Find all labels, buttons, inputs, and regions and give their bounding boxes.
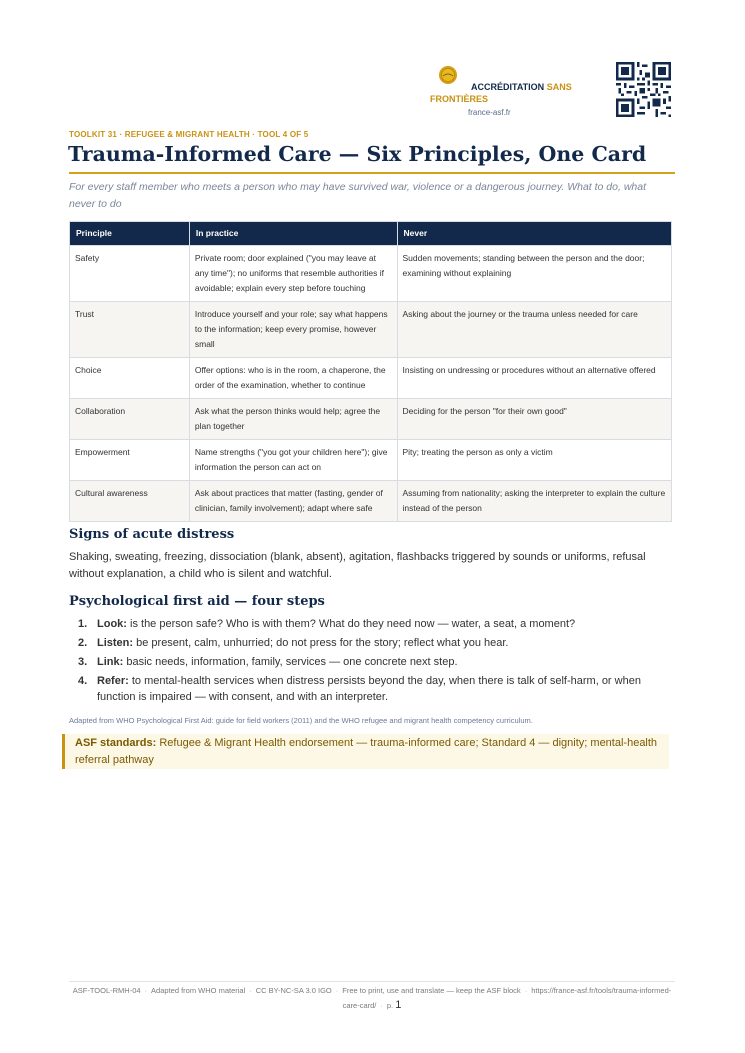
- asf-standards-text: Refugee & Migrant Health endorsement — trauma-informed care; Standard 4 — dignity; mental-health referral pathway: [75, 737, 658, 766]
- table-row: [70, 302, 672, 358]
- in-practice-cell: Introduce yourself and your role; say what happens to the information; keep every promise, however small: [189, 302, 397, 358]
- page-footer: ASF-TOOL-RMH-04 · Adapted from WHO material · CC BY-NC-SA 3.0 IGO · Free to print, use and translate — keep the ASF block · https://france-asf.fr/tools/trauma-informed-care-card/ · p. 1: [72, 986, 672, 1011]
- first-aid-heading: Psychological first aid — four steps: [69, 594, 325, 609]
- in-practice-cell: Name strengths ("you got your children here"); give information the person can act on: [189, 440, 397, 481]
- principle-cell: Empowerment: [70, 440, 190, 481]
- step-lead: Listen:: [97, 637, 134, 649]
- asf-standards-callout: [62, 734, 669, 769]
- principle-cell: Collaboration: [70, 399, 190, 440]
- step-number: 2.: [78, 637, 88, 649]
- source-note: Adapted from WHO Psychological First Aid: guide for field workers (2011) and the WHO refugee and migrant health competency curriculum.: [69, 716, 533, 725]
- list-item: [69, 616, 669, 632]
- footer-adapted: Adapted from WHO material: [151, 986, 246, 995]
- step-number: 1.: [78, 618, 88, 630]
- column-header-in-practice: In practice: [189, 222, 397, 246]
- principle-cell: Choice: [70, 358, 190, 399]
- table-row: [70, 246, 672, 302]
- footer-page-prefix: p.: [386, 1001, 394, 1010]
- list-item: [69, 673, 669, 705]
- page-title: Trauma-Informed Care — Six Principles, One Card: [68, 142, 647, 166]
- title-divider: [69, 172, 675, 174]
- principles-table: [69, 221, 672, 522]
- step-lead: Link:: [97, 656, 124, 668]
- principle-cell: Trust: [70, 302, 190, 358]
- never-cell: Deciding for the person "for their own good": [397, 399, 672, 440]
- step-text: basic needs, information, family, services — one concrete next step.: [123, 656, 458, 668]
- brand-name-part2: SANS FRONTIÈRES: [430, 82, 572, 104]
- footer-divider: [69, 981, 675, 982]
- page-number: 1: [395, 999, 402, 1011]
- table-row: [70, 440, 672, 481]
- in-practice-cell: Private room; door explained ("you may leave at any time"); no uniforms that resemble authorities if avoidable; explain every step before touching: [189, 246, 397, 302]
- never-cell: Asking about the journey or the trauma unless needed for care: [397, 302, 672, 358]
- in-practice-cell: Ask about practices that matter (fasting, gender of clinician, family involvement); adapt where safe: [189, 481, 397, 522]
- list-item: [69, 654, 669, 670]
- table-row: [70, 358, 672, 399]
- in-practice-cell: Ask what the person thinks would help; agree the plan together: [189, 399, 397, 440]
- never-cell: Sudden movements; standing between the person and the door; examining without explaining: [397, 246, 672, 302]
- principle-cell: Safety: [70, 246, 190, 302]
- step-lead: Refer:: [97, 675, 129, 687]
- step-lead: Look:: [97, 618, 127, 630]
- table-row: [70, 481, 672, 522]
- asf-standards-lead: ASF standards:: [75, 737, 157, 749]
- qr-code-icon: [616, 62, 671, 117]
- footer-license: CC BY-NC-SA 3.0 IGO: [255, 986, 332, 995]
- never-cell: Pity; treating the person as only a victim: [397, 440, 672, 481]
- table-header-row: [70, 222, 672, 246]
- column-header-principle: Principle: [70, 222, 190, 246]
- step-text: is the person safe? Who is with them? What do they need now — water, a seat, a moment?: [126, 618, 576, 630]
- never-cell: Assuming from nationality; asking the interpreter to explain the culture instead of the person: [397, 481, 672, 522]
- first-aid-steps: [69, 616, 669, 708]
- step-number: 3.: [78, 656, 88, 668]
- step-text: be present, calm, unhurried; do not press for the story; reflect what you hear.: [133, 637, 509, 649]
- never-cell: Insisting on undressing or procedures without an alternative offered: [397, 358, 672, 399]
- column-header-never: Never: [397, 222, 672, 246]
- step-text: to mental-health services when distress persists beyond the day, when there is talk of self-harm, or when function is impaired — with consent, and with an interpreter.: [97, 675, 641, 703]
- footer-terms: Free to print, use and translate — keep the ASF block: [342, 986, 521, 995]
- brand-name: [430, 81, 590, 105]
- footer-tool-code: ASF-TOOL-RMH-04: [72, 986, 141, 995]
- intro-lede: For every staff member who meets a person who may have survived war, violence or a dangerous journey. What to do, what never to do: [69, 181, 646, 210]
- brand-url[interactable]: france-asf.fr: [468, 108, 511, 117]
- principle-cell: Cultural awareness: [70, 481, 190, 522]
- table-row: [70, 399, 672, 440]
- brand-name-part1: ACCRÉDITATION: [471, 82, 545, 92]
- distress-text: Shaking, sweating, freezing, dissociation (blank, absent), agitation, flashbacks triggered by sounds or uniforms, refusal without explanation, a child who is silent and watchful.: [69, 551, 646, 580]
- in-practice-cell: Offer options: who is in the room, a chaperone, the order of the examination, whether to continue: [189, 358, 397, 399]
- list-item: [69, 635, 669, 651]
- step-number: 4.: [78, 675, 88, 687]
- footer-url[interactable]: https://france-asf.fr/tools/trauma-informed-care-card/: [342, 986, 672, 1010]
- distress-heading: Signs of acute distress: [69, 527, 235, 542]
- toolkit-kicker: TOOLKIT 31 · REFUGEE & MIGRANT HEALTH · TOOL 4 OF 5: [69, 130, 309, 139]
